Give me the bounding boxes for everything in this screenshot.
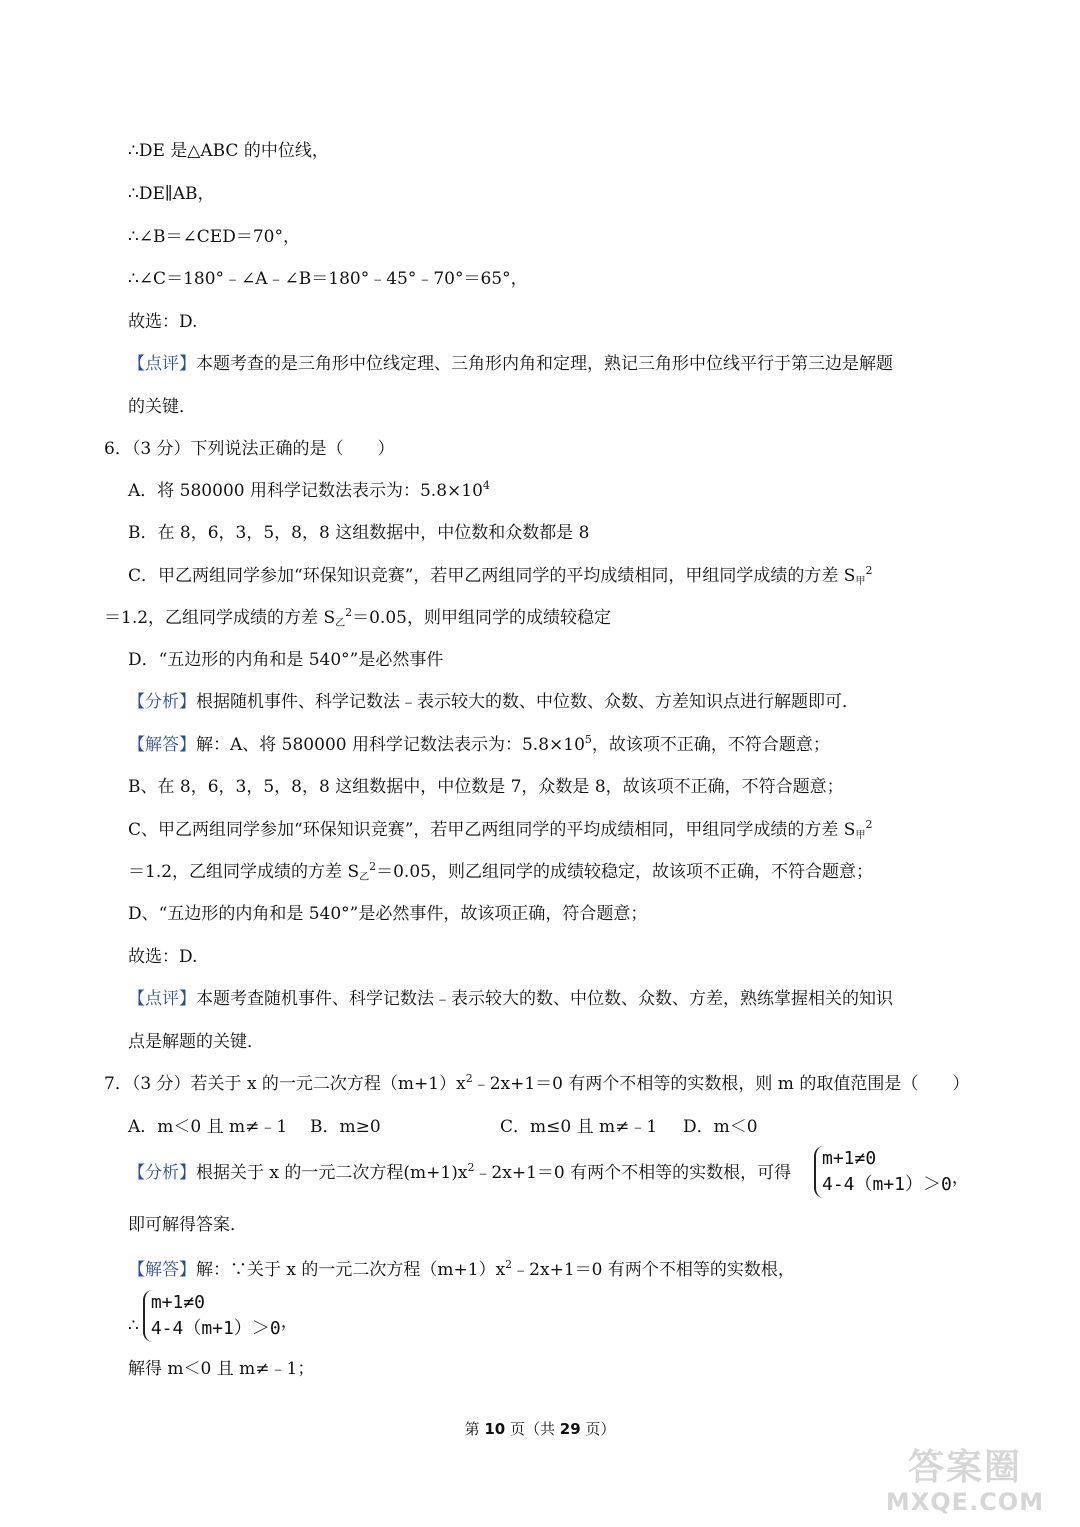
exponent: 2 [865,564,873,577]
exponent: 5 [584,733,592,746]
system-of-inequalities [814,1146,952,1198]
analysis-7-line-1 [128,1162,791,1184]
total-page-count: 29 [559,1420,581,1438]
solution-text-tail: ，故该项不正确，不符合题意； [591,735,830,755]
exponent: 2 [865,818,873,831]
exponent: 2 [465,1072,473,1085]
review-text: 本题考查随机事件、科学记数法﹣表示较大的数、中位数、众数、方差，熟练掌握相关的知识 [196,989,893,1009]
solution-6-choice: 故选：D. [128,947,198,967]
exponent: 2 [345,606,353,619]
option-c-text: C．甲乙两组同学参加“环保知识竞赛”，若甲乙两组同学的平均成绩相同，甲组同学成绩的方差 S [128,566,856,586]
exponent: 2 [467,1161,475,1174]
option-c-text-2a: ＝1.2，乙组同学成绩的方差 S [104,608,336,628]
option-c-text-2b: ＝0.05，则甲组同学的成绩较稳定 [352,608,611,628]
analysis-7-line-2: 即可解得答案． [128,1215,247,1235]
question-6-option-a [128,480,490,502]
analysis-text: 根据随机事件、科学记数法﹣表示较大的数、中位数、众数、方差知识点进行解题即可． [196,692,859,712]
exponent: 2 [505,1258,513,1271]
analysis-tag: 【分析】 [128,1163,196,1183]
watermark-logo-text: 答案圈 [907,1447,1022,1488]
therefore-symbol: ∴ [128,1315,139,1336]
question-7-stem [104,1073,969,1095]
inequality-2: 4-4（m+1）＞0 [150,1318,281,1339]
solution-6-line-c2 [128,861,873,883]
inequality-2: 4-4（m+1）＞0 [822,1174,952,1195]
analysis-7-inequality-system [810,1146,969,1198]
analysis-text-a: 根据关于 x 的一元二次方程(m+1)x [196,1163,468,1183]
watermark-logo [880,1448,1050,1520]
review-tag: 【点评】 [128,354,196,374]
solution-6-line-c1 [128,819,872,841]
line-angle-b: ∴∠B＝∠CED＝70°， [128,227,300,247]
line-de-parallel: ∴DE∥AB， [128,184,215,204]
watermark-url: MXQE.COM [885,1488,1045,1516]
subscript: 乙 [335,618,346,629]
question-7-option-b: B．m≥0 [310,1117,381,1137]
question-7-text-a: 7．（3 分）若关于 x 的一元二次方程（m+1）x [104,1074,466,1094]
solution-tag: 【解答】 [128,1260,196,1280]
comma: ， [280,1311,298,1332]
inequality-1: m+1≠0 [150,1292,206,1313]
footer-prefix: 第 [464,1420,485,1438]
subscript: 甲 [855,830,866,841]
comma: ， [951,1167,969,1188]
solution-c-text-2a: ＝1.2，乙组同学成绩的方差 S [128,862,360,882]
solution-6-line-b: B、在 8，6，3，5，8，8 这组数据中，中位数是 7，众数是 8，故该项不正确，不符合题意； [128,777,844,797]
analysis-text-b: ﹣2x+1＝0 有两个不相等的实数根，可得 [474,1163,792,1183]
option-a-text: A．将 580000 用科学记数法表示为：5.8×10 [128,481,483,501]
solution-text-b: ﹣2x+1＝0 有两个不相等的实数根， [512,1260,795,1280]
exponent: 4 [482,479,490,492]
solution-text-a: 解：∵关于 x 的一元二次方程（m+1）x [196,1260,506,1280]
review-tag: 【点评】 [128,989,196,1009]
solution-c-text-2b: ＝0.05，则乙组同学的成绩较稳定，故该项不正确，不符合题意； [376,862,873,882]
exponent: 2 [369,860,377,873]
solution-text: 解：A、将 580000 用科学记数法表示为：5.8×10 [196,735,585,755]
review-5-line-1 [128,353,893,375]
line-angle-c: ∴∠C＝180°﹣∠A﹣∠B＝180°﹣45°﹣70°＝65°， [128,269,528,289]
question-6-option-b: B．在 8，6，3，5，8，8 这组数据中，中位数和众数都是 8 [128,523,590,543]
solution-7-result: 解得 m＜0 且 m≠﹣1； [128,1359,315,1379]
analysis-tag: 【分析】 [128,692,196,712]
line-choice-5: 故选：D. [128,312,198,332]
solution-c-text: C、甲乙两组同学参加“环保知识竞赛”，若甲乙两组同学的平均成绩相同，甲组同学成绩的方差 S [128,820,856,840]
footer-suffix: 页） [580,1420,616,1438]
solution-6-line-d: D、“五边形的内角和是 540°”是必然事件，故该项正确，符合题意； [128,904,648,924]
inequality-1: m+1≠0 [822,1148,877,1169]
question-7-text-b: ﹣2x+1＝0 有两个不相等的实数根，则 m 的取值范围是（ ） [472,1074,970,1094]
page-footer [0,1418,1080,1439]
solution-7-inequality-system [128,1290,298,1342]
review-5-line-2: 的关键． [128,397,196,417]
question-6-stem: 6．（3 分）下列说法正确的是（ ） [104,439,395,459]
footer-middle: 页（共 [505,1420,560,1438]
solution-6-line-a [128,734,830,756]
review-text: 本题考查的是三角形中位线定理、三角形内角和定理，熟记三角形中位线平行于第三边是解题 [196,354,893,374]
subscript: 甲 [855,576,866,587]
question-7-option-c: C．m≤0 且 m≠﹣1 [500,1117,658,1137]
question-6-option-c-line-1 [128,565,872,587]
question-7-option-a: A．m＜0 且 m≠﹣1 [128,1117,288,1137]
solution-tag: 【解答】 [128,735,196,755]
line-de-midline: ∴DE 是△ABC 的中位线， [128,141,329,161]
question-6-option-c-line-2 [104,607,611,629]
question-6-option-d: D．“五边形的内角和是 540°”是必然事件 [128,650,444,670]
current-page-number: 10 [484,1420,506,1438]
review-6-line-1 [128,988,893,1010]
solution-7-line-1 [128,1259,795,1281]
review-6-line-2: 点是解题的关键． [128,1032,264,1052]
system-of-inequalities [143,1290,281,1342]
subscript: 乙 [359,872,370,883]
question-7-option-d: D．m＜0 [683,1117,758,1137]
analysis-6 [128,691,859,713]
